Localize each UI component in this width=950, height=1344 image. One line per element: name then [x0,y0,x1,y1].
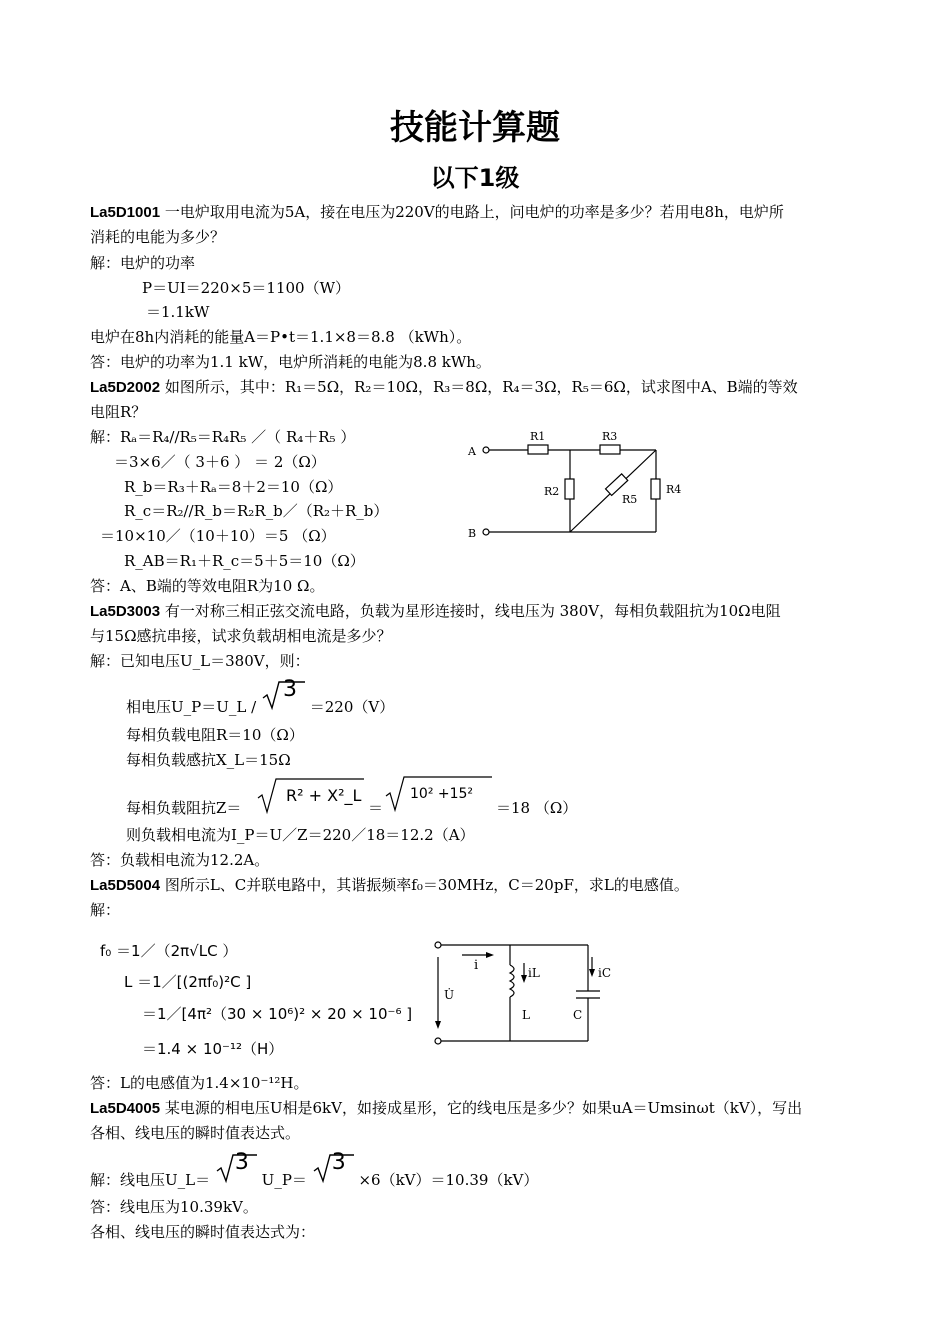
q3-radicand-impedance: R² + X²_L [286,786,362,805]
q5-text-line1: La5D4005 某电源的相电压U相是6kV，如接成星形，它的线电压是多少？如果uA＝Umsinωt（kV），写出 [90,1099,803,1117]
q2-solution-line1: 解：Rₐ＝R₄//R₅＝R₄R₅ ／（ R₄＋R₅ ） [90,428,356,446]
q4-formula-line3: ＝1／[4π²（30 × 10⁶)² × 20 × 10⁻⁶ ] [142,1005,413,1023]
page-title: 技能计算题 [390,108,560,148]
q4-formula-line4: ＝1.4 × 10⁻¹²（H） [142,1040,284,1058]
q2-text-line1: La5D2002 如图所示，其中：R₁＝5Ω，R₂＝10Ω，R₃＝8Ω，R₄＝3Ω，R₅＝6Ω，试求图中A、B端的等效 [90,378,798,396]
q2-solution-line2: ＝3×6／（ 3＋6 ） ＝ 2（Ω） [114,453,326,471]
q5-answer: 答：线电压为10.39kV。 [90,1198,258,1216]
q5-solution-line1: 解：线电压U_L＝ 3 U_P＝ 3 ×6（kV）＝10.39（kV） [90,1150,539,1189]
q5-tail-text: 各相、线电压的瞬时值表达式为： [90,1223,316,1241]
q3-answer: 答：负载相电流为12.2A。 [90,851,270,869]
q1-solution-line3: ＝1.1kW [146,303,210,321]
q2-text-line2: 电阻R？ [90,403,147,421]
q3-solution-line6: 则负载相电流为I_P＝U／Z＝220／18＝12.2（A） [126,826,475,844]
page-subtitle: 以下1级 [430,164,520,192]
q1-text-line2: 消耗的电能为多少？ [90,228,226,246]
q4-circuit-diagram [428,935,618,1050]
q1-solution-line2: P＝UI＝220×5＝1100（W） [142,279,350,297]
q4-solution-label: 解： [90,901,121,919]
q3-radicand-numeric: 10² +15² [410,786,474,802]
sqrt3-radical: 3 [261,692,305,712]
q5-id: La5D4005 [90,1100,161,1117]
q3-id: La5D3003 [90,603,161,620]
q2-circuit-diagram [460,425,690,550]
q2-solution-line3: R_b＝R₃＋Rₐ＝8＋2＝10（Ω） [124,478,343,496]
q1-text-line1: La5D1001 一电炉取用电流为5A，接在电压为220V的电路上，问电炉的功率是多少？若用电8h，电炉所 [90,203,784,221]
q3-result: ＝18 （Ω） [496,799,578,817]
q2-answer: 答：A、B端的等效电阻R为10 Ω。 [90,577,325,595]
q2-r5-label: R5 [622,493,638,506]
q4-inductor-label: L [522,1008,530,1022]
q4-id: La5D5004 [90,877,161,894]
q2-r2-label: R2 [544,485,560,498]
q4-formula-line2: L ＝1／[(2πf₀)²C ] [124,973,252,991]
q2-r1-label: R1 [530,430,546,443]
q4-voltage-label: U̇ [444,988,455,1002]
q3-solution-line2: 相电压U_P＝U_L / 3 ＝220（V） [126,677,395,716]
q3-equals: ＝ [368,799,384,817]
q2-id: La5D2002 [90,379,161,396]
q3-text-line1: La5D3003 有一对称三相正弦交流电路，负载为星形连接时，线电压为 380V，每相负载阻抗为10Ω电阻 [90,602,781,620]
q2-node-b-label: B [468,527,477,540]
q3-text-line2: 与15Ω感抗串接，试求负载胡相电流是多少？ [90,627,392,645]
sqrt3-radical-first: 3 [215,1165,257,1185]
q4-current-i-label: i [474,958,479,973]
q2-node-a-label: A [468,445,476,458]
q4-answer: 答：L的电感值为1.4×10⁻¹²H。 [90,1074,309,1092]
q5-text-line2: 各相、线电压的瞬时值表达式。 [90,1124,301,1142]
q1-solution-line4: 电炉在8h内消耗的能量A＝P•t＝1.1×8＝8.8 （kWh）。 [90,328,472,346]
sqrt3-radical-second: 3 [312,1165,354,1185]
q2-solution-line4: R_c＝R₂//R_b＝R₂R_b／（R₂＋R_b） [124,502,389,520]
q1-answer: 答：电炉的功率为1.1 kW，电炉所消耗的电能为8.8 kWh。 [90,353,491,371]
q1-solution-line1: 解：电炉的功率 [90,254,196,272]
q4-text-line1: La5D5004 图所示L、C并联电路中，其谐振频率f₀＝30MHz，C＝20pF，求L的电感值。 [90,876,689,894]
q4-current-ic-label: iC [598,966,612,980]
q3-solution-line3: 每相负载电阻R＝10（Ω） [126,726,304,744]
q3-solution-line1: 解：已知电压U_L＝380V，则： [90,652,310,670]
q3-solution-line5: 每相负载阻抗Z＝ [126,799,242,817]
q4-capacitor-label: C [573,1008,583,1022]
q4-formula-line1: f₀ ＝1／（2π√LC ） [100,942,238,960]
q4-current-il-label: iL [528,966,540,980]
q2-solution-line6: R_AB＝R₁＋R_c＝5＋5＝10（Ω） [124,552,365,570]
q2-solution-line5: ＝10×10／（10＋10）＝5 （Ω） [100,527,336,545]
q2-r3-label: R3 [602,430,618,443]
q3-solution-line4: 每相负载感抗X_L＝15Ω [126,751,291,769]
q2-r4-label: R4 [666,483,682,496]
q1-id: La5D1001 [90,204,161,221]
